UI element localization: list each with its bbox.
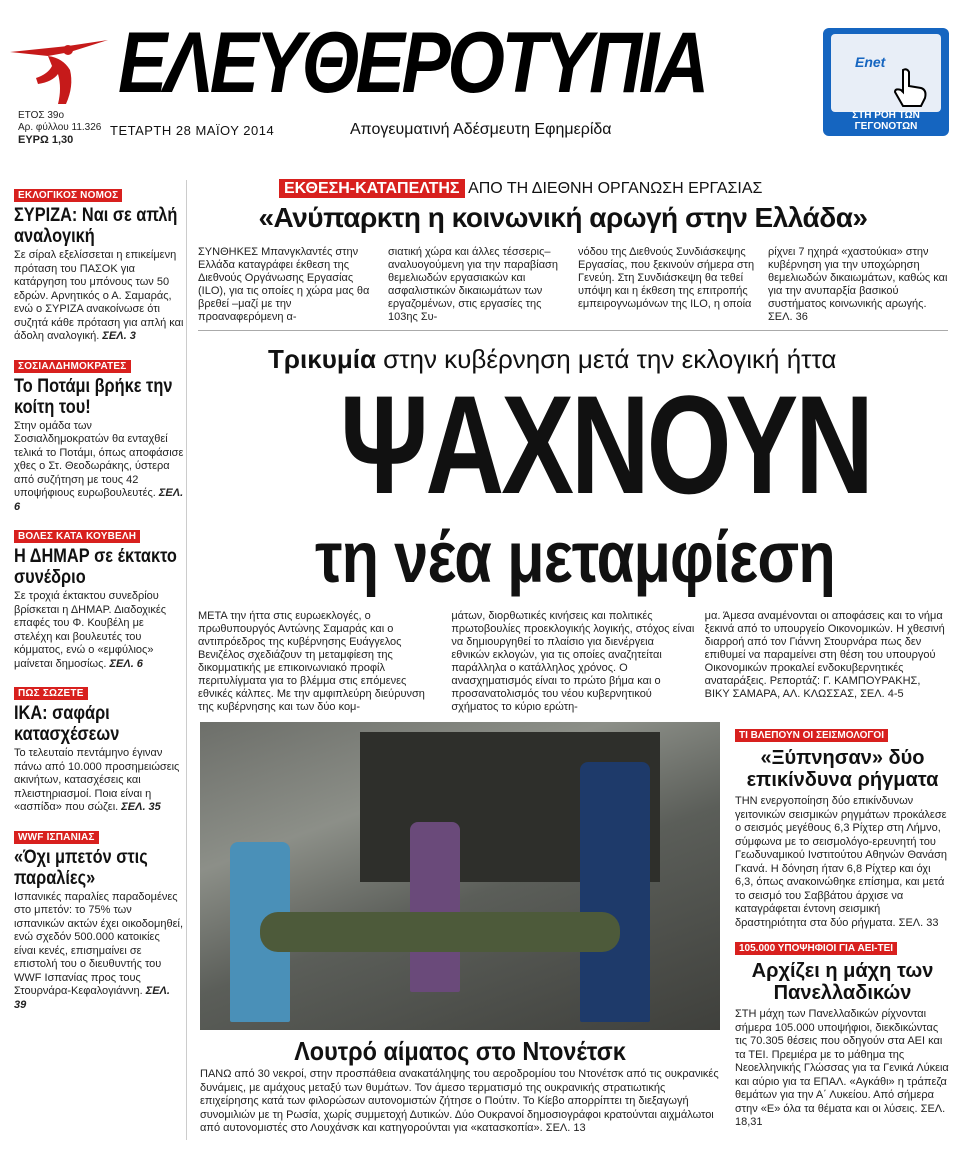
story-body [14, 590, 184, 671]
photo-headline[interactable]: Λουτρό αίματος στο Ντονέτσκ [294, 1036, 626, 1066]
story-text: Σε τροχιά έκτακτου συνεδρίου βρίσκεται η ΔΗΜΑΡ. Διαδοχικές επαφές του Φ. Κουβέλη με στελέχη και βουλευτές του κόμματος, ενώ ο «εμφύλιος» μαίνεται δημοσίως. [14, 590, 167, 670]
top-kicker-rest: ΑΠΟ ΤΗ ΔΙΕΘΝΗ ΟΡΓΑΝΩΣΗ ΕΡΓΑΣΙΑΣ [468, 180, 763, 197]
price-text: ΕΥΡΩ 1,30 [18, 134, 74, 146]
story-kicker: ΠΩΣ ΣΩΖΕΤΕ [14, 687, 88, 700]
column-divider [186, 180, 187, 1140]
sidebar-story [14, 356, 184, 515]
tagline: Απογευματινή Αδέσμευτη Εφημερίδα [350, 121, 612, 138]
story-kicker: ΕΚΛΟΓΙΚΟΣ ΝΟΜΟΣ [14, 189, 122, 202]
text-column: μα. Άμεσα αναμένονται οι αποφάσεις και το νήμα ξεκινά από το υπουργείο Οικονομικών. Η χθεσινή διαρροή από τον Γιάννη Στουρνάρα πως δεν επιθυμεί να παραμείνει στη θέση του υπουργού Οικονομικών προκαλεί ενδοκυβερνητικές αναταράξεις. Ρεπορτάζ: Γ. ΚΑΜΠΟΥΡΑΚΗΣ, ΒΙΚΥ ΣΑΜΑΡΑ, ΑΛ. ΚΛΩΣΣΑΣ, ΣΕΛ. 4-5 [704, 610, 945, 700]
story-body [14, 420, 184, 515]
story-body [14, 747, 184, 815]
newspaper-title: ΕΛΕΥΘΕΡΟΤΥΠΙΑ [118, 15, 706, 111]
text-column: ρίχνει 7 ηχηρά «χαστούκια» στην κυβέρνηση για την υποχώρηση θεμελιωδών δικαιωμάτων, καθώς και για την ανυπαρξία βασικού συστήματος κοινωνικής αρωγής. ΣΕΛ. 36 [768, 246, 948, 323]
lead-subheadline[interactable]: τη νέα μεταμφίεση [315, 518, 835, 598]
story-headline[interactable]: ΙΚΑ: σαφάρι κατασχέσεων [14, 703, 120, 745]
lead-overline-rest: στην κυβέρνηση μετά την εκλογική ήττα [383, 344, 837, 374]
masthead-meta [18, 110, 101, 146]
story-headline[interactable]: Η ΔΗΜΑΡ σε έκτακτο συνέδριο [14, 546, 177, 588]
story-text: Στην ομάδα των Σοσιαλδημοκρατών θα ενταχθεί τελικά το Ποτάμι, όπως αποφάσισε χθες ο Στ. Θεοδωράκης, ύστερα από συζήτηση με τους 42 υποψήφιους ευρωβουλευτές. [14, 419, 184, 499]
enet-screen [831, 34, 941, 112]
sidebar-story [14, 526, 184, 671]
story-headline[interactable]: «Όχι μπετόν στις παραλίες» [14, 846, 148, 889]
story-text: Το τελευταίο πεντάμηνο έγιναν πάνω από 10.000 προσημειώσεις ακινήτων, κατασχέσεις και πλειστηριασμοί. Ποια είναι η «ασπίδα» που σώζει. [14, 747, 180, 813]
year-text: ΕΤΟΣ 39ο [18, 110, 65, 121]
story-body: ΤΗΝ ενεργοποίηση δύο επικίνδυνων γειτονικών σεισμικών ρηγμάτων προκάλεσε ο σεισμός μεγέθους 6,3 Ρίχτερ στη Λήμνο, σύμφωνα με το σεισμολόγο-ερευνητή του Γεωδυναμικού Ινστιτούτου Αθηνών Θανάση Γκανά. Η δόνηση ήταν 6,8 Ρίχτερ και όχι 6,3, όπως ανακοινώθηκε επίσημα, και μετά το σεισμό του Σαββάτου άρχισε να καταγράφεται έντονη σεισμική δραστηριότητα στα δύο ρήγματα. ΣΕΛ. 33 [735, 795, 948, 929]
story-text: Σε σίραλ εξελίσσεται η επικείμενη πρόταση του ΠΑΣΟΚ για κατάργηση του μπόνους των 50 εδρών. Αρνητικός ο Α. Σαμαράς, ενώ ο ΣΥΡΙΖΑ ανακοίνωσε ότι συζητά κάθε πρόταση για απλή και άδολη αναλογική. [14, 249, 184, 342]
logo-figure-icon [8, 38, 113, 108]
story-headline[interactable]: Αρχίζει η μάχη των Πανελλαδικών [751, 960, 934, 1004]
person-shape [410, 822, 460, 992]
news-photo [200, 722, 720, 1030]
top-story-columns [198, 246, 948, 324]
lead-story-columns [198, 610, 948, 714]
page-ref: ΣΕΛ. 6 [109, 657, 143, 670]
right-story [735, 725, 950, 930]
top-kicker-red: ΕΚΘΕΣΗ-ΚΑΤΑΠΕΛΤΗΣ [279, 179, 465, 198]
text-column: ΜΕΤΑ την ήττα στις ευρωεκλογές, ο πρωθυπουργός Αντώνης Σαμαράς και ο αντιπρόεδρος της κυβέρνησης Ευάγγελος Βενιζέλος σχεδιάζουν τη μεταμφίεση της δικομματικής με επικοινωνιακό προφίλ περιτυλίγματα για το βλέμμα στις επόμενες εθνικές κάλπες. Με την αμφιπλεύρη διεύρυνση της κυβέρνησης και των δύο κομ- [198, 610, 425, 713]
person-shape [580, 762, 650, 1022]
text-column: μάτων, διορθωτικές κινήσεις και πολιτικές πρωτοβουλίες προεκλογικής λογικής, στόχος είναι να δημιουργηθεί το πλαίσιο για διενέργεια εθνικών εκλογών, για τις οποίες αναζητείται παράλληλα ο κατάλληλος χρόνος. Ο ανασχηματισμός είναι το πρώτο βήμα και ο προσανατολισμός του νέου κυβερνητικού σχήματος το κύριο ερώτη- [451, 610, 695, 713]
page-ref: ΣΕΛ. 3 [102, 330, 136, 342]
section-divider [198, 330, 948, 331]
story-kicker: 105.000 ΥΠΟΨΗΦΙΟΙ ΓΙΑ ΑΕΙ-ΤΕΙ [735, 942, 897, 955]
text-column: σιατική χώρα και άλλες τέσσερις– αναλυογούμενη για την παραβίαση θεμελιωδών εργασιακών και ασφαλιστικών δικαιωμάτων των εργαζομένων, στις εργασίες της 103ης Συ- [388, 246, 558, 323]
photo-caption: ΠΑΝΩ από 30 νεκροί, στην προσπάθεια ανακατάληψης του αεροδρομίου του Ντονέτσκ από τις ουκρανικές δυνάμεις, με αμάχους μεταξύ των θυμάτων. Τον άμεσο τερματισμό της ουκρανικής στρατιωτικής επιχείρησης κατά των φιλορώσων αυτονομιστών ζήτησε ο Πούτιν. Το Κίεβο απορρίπτει τη διεξαγωγή συνομιλιών με τη Ρωσία, χωρίς συμμετοχή Δυτικών. Δύο Ουκρανοί δημοσιογράφοι κρατούνται αιχμάλωτοι από αυτονομιστές στο Λουχάνσκ και κατηγορούνται για «κατασκοπία». ΣΕΛ. 13 [200, 1068, 719, 1134]
enet-promo[interactable] [823, 28, 949, 136]
top-kicker [279, 180, 762, 198]
lead-headline[interactable]: ΨΑΧΝΟΥΝ [340, 366, 871, 523]
story-headline[interactable]: Το Ποτάμι βρήκε την κοίτη του! [14, 375, 173, 418]
story-headline[interactable]: ΣΥΡΙΖΑ: Ναι σε απλή αναλογική [14, 205, 178, 247]
story-kicker: ΣΟΣΙΑΛΔΗΜΟΚΡΑΤΕΣ [14, 360, 131, 373]
text-column: νόδου της Διεθνούς Συνδιάσκεψης Εργασίας, που ξεκινούν σήμερα στη Γενεύη. Στη Συνδιάσκεψη θα τεθεί υπόψη και η έκθεση της επιτροπής εμπειρογνωμόνων της ILO, η οποία [578, 246, 755, 310]
issue-text: Αρ. φύλλου 11.326 [18, 122, 102, 133]
story-body: ΣΤΗ μάχη των Πανελλαδικών ρίχνονται σήμερα 105.000 υποψήφιοι, διεκδικώντας τις 70.305 θέσεις που οδηγούν στα ΑΕΙ και τα ΤΕΙ. Πρεμιέρα με το μάθημα της Νεοελληνικής Γλώσσας για τα Γενικά Λύκεια και αύριο για τα ΕΠΑΛ. «Αγκάθι» η τράπεζα θεμάτων για την Α΄ Λυκείου. Από σήμερα στην «Ε» όλα τα θέματα και οι λύσεις. ΣΕΛ. 18,31 [735, 1008, 949, 1128]
right-column [735, 725, 950, 1130]
sidebar-story [14, 185, 184, 344]
story-kicker: WWF ΙΣΠΑΝΙΑΣ [14, 831, 99, 844]
story-text: Ισπανικές παραλίες παραδομένες στο μπετόν: το 75% των ισπανικών ακτών έχει οικοδομηθεί, ενώ σχεδόν 500.000 κατοικίες είναι κενές, επισημαίνει σε επιστολή του ο διευθυντής του WWF Ισπανίας προς τους Στουρνάρα-Κεφαλογιάννη. [14, 890, 184, 997]
story-body [14, 891, 184, 1013]
sidebar-story [14, 827, 184, 1013]
right-story [735, 938, 950, 1130]
page-ref: ΣΕΛ. 35 [121, 801, 161, 813]
page-ref: ΣΕΛ. 39 [14, 985, 170, 1011]
date-text: ΤΕΤΑΡΤΗ 28 ΜΑΪΟΥ 2014 [110, 123, 275, 138]
sidebar-story [14, 683, 184, 815]
hand-cursor-icon [891, 66, 931, 108]
left-sidebar [14, 185, 184, 1024]
story-headline[interactable]: «Ξύπνησαν» δύο επικίνδυνα ρήγματα [746, 747, 939, 791]
page-ref: ΣΕΛ. 6 [14, 487, 184, 513]
lead-overline-bold: Τρικυμία [268, 344, 376, 374]
story-body [14, 249, 184, 344]
top-headline[interactable]: «Ανύπαρκτη η κοινωνική αρωγή στην Ελλάδα» [258, 202, 868, 233]
text-column: ΣΥΝΘΗΚΕΣ Μπανγκλαντές στην Ελλάδα καταγράφει έκθεση της Διεθνούς Οργάνωσης Εργασίας (ILO), για τις οποίες η χώρα μας θα βρεθεί –μαζί με την προαναφερόμενη α- [198, 246, 370, 323]
enet-caption: ΣΤΗ ΡΟΗ ΤΩΝ ΓΕΓΟΝΟΤΩΝ [852, 110, 920, 132]
story-kicker: ΤΙ ΒΛΕΠΟΥΝ ΟΙ ΣΕΙΣΜΟΛΟΓΟΙ [735, 729, 888, 742]
story-kicker: ΒΟΛΕΣ ΚΑΤΑ ΚΟΥΒΕΛΗ [14, 530, 140, 543]
enet-logo: Enet [855, 54, 886, 70]
stretcher-shape [260, 912, 620, 952]
